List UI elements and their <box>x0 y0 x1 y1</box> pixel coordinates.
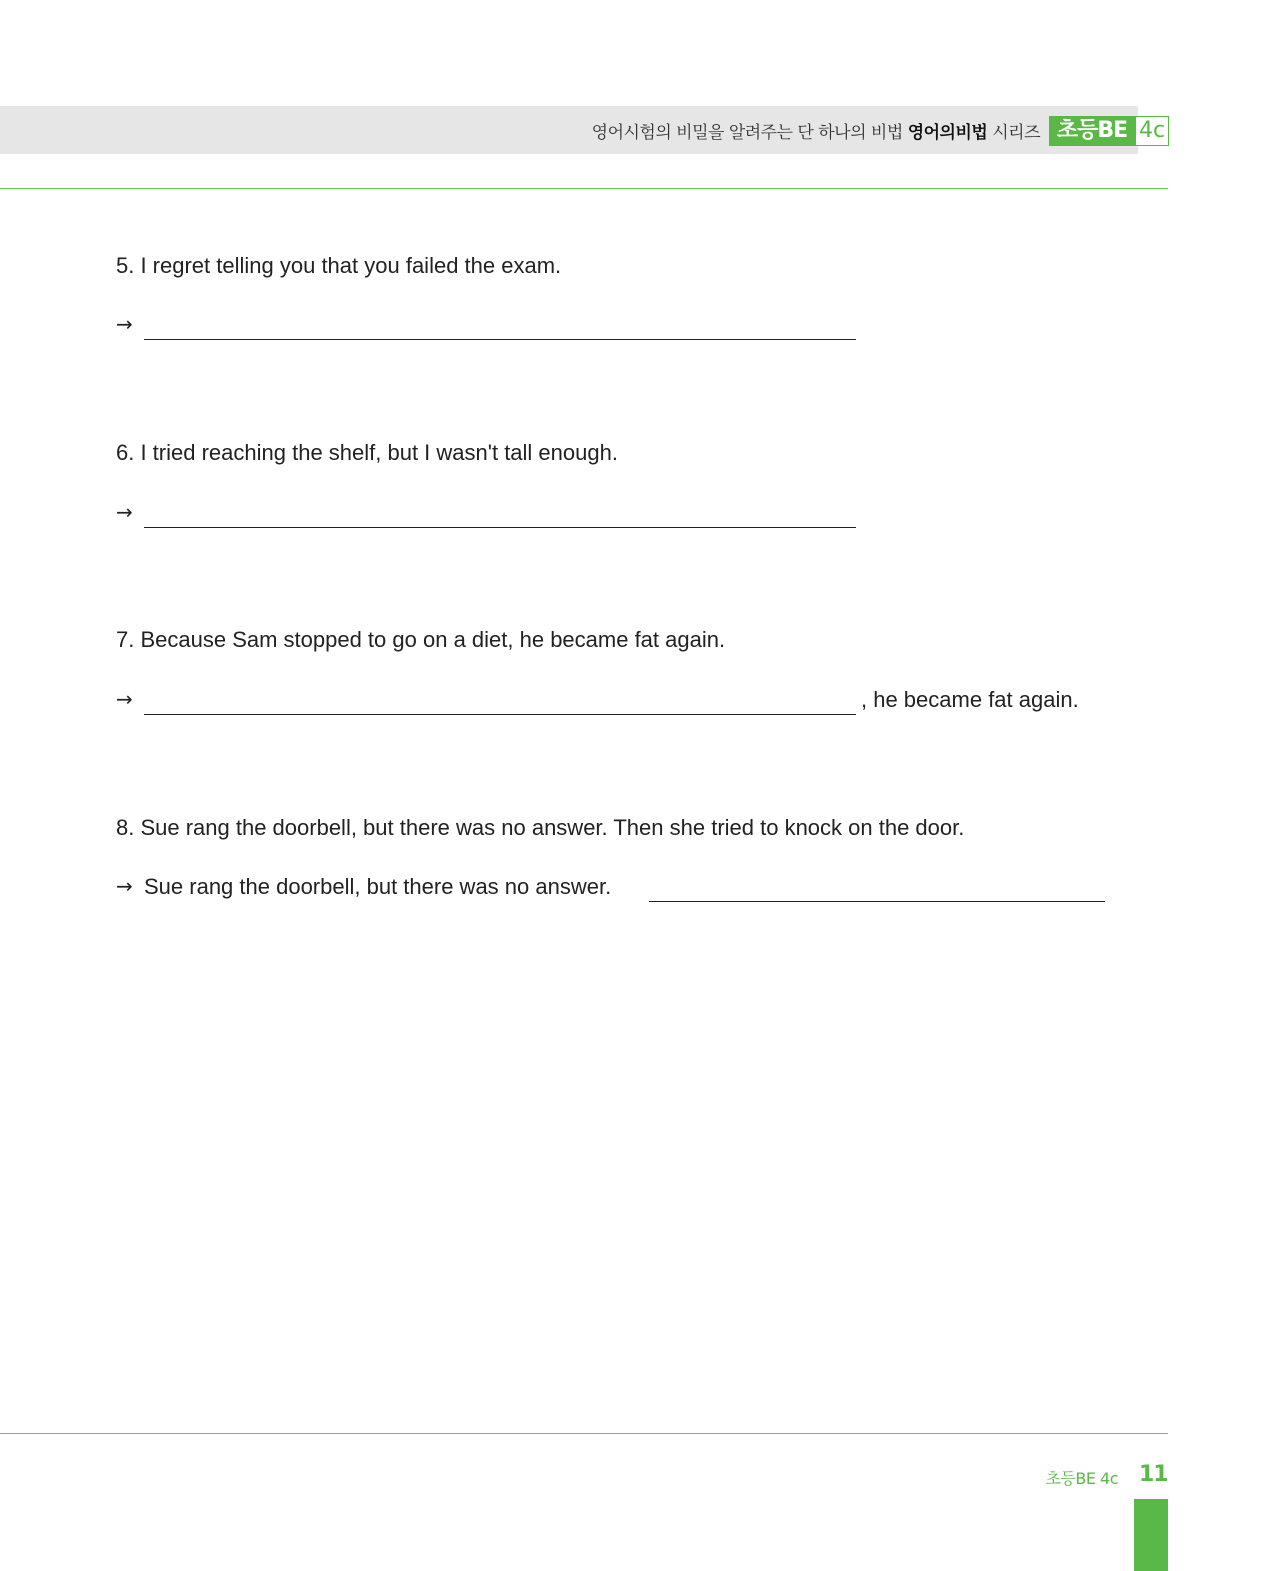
level-badge: 초등BE <box>1049 116 1135 146</box>
series-title <box>592 118 1040 143</box>
arrow-icon: → <box>116 500 133 524</box>
arrow-icon: → <box>116 687 133 711</box>
answer-suffix: , he became fat again. <box>861 687 1079 712</box>
arrow-icon: → <box>116 874 133 898</box>
question-8-answer <box>116 874 1116 904</box>
series-text-post: 시리즈 <box>992 123 1040 143</box>
question-6-answer <box>116 500 876 530</box>
volume-badge: 4c <box>1135 116 1169 146</box>
footer-divider <box>0 1433 1168 1434</box>
question-6-prompt: 6. I tried reaching the shelf, but I wasn't tall enough. <box>116 440 618 465</box>
header-divider <box>0 188 1168 189</box>
question-5-answer <box>116 312 876 342</box>
answer-prefix: Sue rang the doorbell, but there was no answer. <box>144 874 612 899</box>
question-5-prompt: 5. I regret telling you that you failed the exam. <box>116 253 562 278</box>
answer-blank[interactable] <box>144 714 856 715</box>
question-8-prompt: 8. Sue rang the doorbell, but there was no answer. Then she tried to knock on the door. <box>116 815 965 840</box>
question-7-prompt: 7. Because Sam stopped to go on a diet, he became fat again. <box>116 627 726 652</box>
footer-book-label: 초등BE 4c <box>1045 1469 1118 1488</box>
answer-blank[interactable] <box>144 527 856 528</box>
arrow-icon: → <box>116 312 133 336</box>
question-7-answer <box>116 687 1116 717</box>
page-number: 11 <box>1139 1462 1168 1487</box>
footer-accent-bar <box>1134 1499 1168 1571</box>
answer-blank[interactable] <box>144 339 856 340</box>
answer-blank[interactable] <box>649 901 1105 902</box>
series-text-bold: 영어의비법 <box>907 123 988 143</box>
series-text-pre: 영어시험의 비밀을 알려주는 단 하나의 비법 <box>591 123 903 143</box>
